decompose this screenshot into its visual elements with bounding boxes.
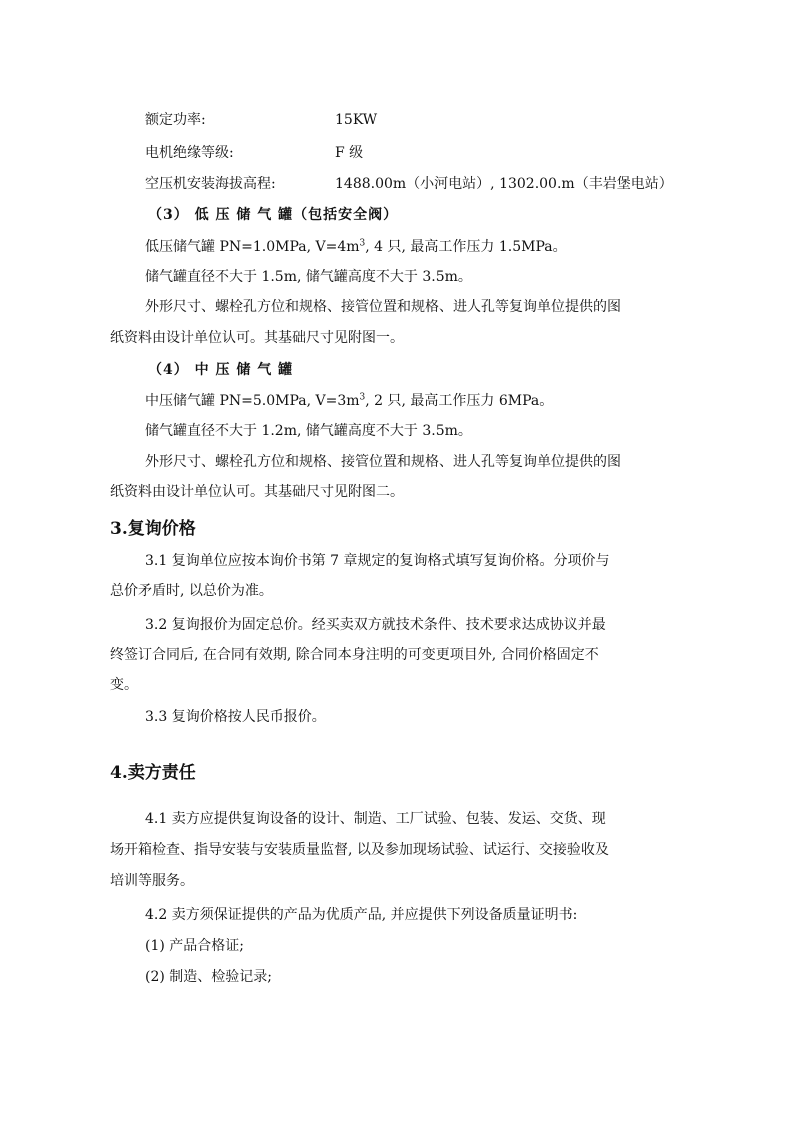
section-3-title: 3.复询价格	[110, 519, 196, 539]
list-item-product-certificate: (1) 产品合格证;	[145, 938, 244, 954]
mid-pressure-line2: 储气罐直径不大于 1.2m, 储气罐高度不大于 3.5m。	[145, 423, 472, 439]
list-item-manufacture-records: (2) 制造、检验记录;	[145, 969, 272, 985]
section-4-1-line-b: 场开箱检查、指导安装与安装质量监督, 以及参加现场试验、试运行、交接验收及	[110, 842, 609, 858]
low-pressure-line1	[145, 237, 567, 257]
spec-value-rated-power: 15KW	[335, 112, 378, 128]
spec-label-rated-power: 额定功率:	[145, 112, 206, 128]
mid-pressure-line1-post: , 2 只, 最高工作压力 6MPa。	[365, 393, 554, 409]
mid-pressure-line4: 纸资料由设计单位认可。其基础尺寸见附图二。	[110, 484, 404, 500]
section-4-1-line-a: 4.1 卖方应提供复询设备的设计、制造、工厂试验、包装、发运、交货、现	[145, 811, 606, 827]
section-4-1-line-c: 培训等服务。	[110, 873, 194, 889]
spec-label-altitude: 空压机安装海拔高程:	[145, 176, 276, 192]
mid-pressure-line3: 外形尺寸、螺栓孔方位和规格、接管位置和规格、进人孔等复询单位提供的图	[145, 454, 621, 470]
section-3-3: 3.3 复询价格按人民币报价。	[145, 709, 326, 725]
section-3-2-line-a: 3.2 复询报价为固定总价。经买卖双方就技术条件、技术要求达成协议并最	[145, 617, 606, 633]
low-pressure-line1-post: , 4 只, 最高工作压力 1.5MPa。	[365, 239, 567, 255]
spec-value-insulation-class: F 级	[335, 145, 364, 161]
spec-label-insulation-class: 电机绝缘等级:	[145, 145, 234, 161]
mid-pressure-line1	[145, 391, 553, 411]
low-pressure-line2: 储气罐直径不大于 1.5m, 储气罐高度不大于 3.5m。	[145, 269, 472, 285]
section-3-2-line-b: 终签订合同后, 在合同有效期, 除合同本身注明的可变更项目外, 合同价格固定不	[110, 647, 599, 663]
low-pressure-line1-sup: 3	[359, 238, 366, 249]
section-4-2: 4.2 卖方须保证提供的产品为优质产品, 并应提供下列设备质量证明书:	[145, 907, 578, 923]
low-pressure-line4: 纸资料由设计单位认可。其基础尺寸见附图一。	[110, 330, 404, 346]
mid-pressure-heading: （4） 中 压 储 气 罐	[148, 362, 294, 378]
section-3-1-line-b: 总价矛盾时, 以总价为准。	[110, 583, 273, 599]
spec-value-altitude: 1488.00m（小河电站）, 1302.00.m（丰岩堡电站）	[335, 176, 673, 192]
low-pressure-line1-pre: 低压储气罐 PN=1.0MPa, V=4m	[145, 239, 360, 255]
mid-pressure-line1-sup: 3	[359, 392, 366, 403]
section-3-2-line-c: 变。	[110, 677, 138, 693]
mid-pressure-line1-pre: 中压储气罐 PN=5.0MPa, V=3m	[145, 393, 360, 409]
low-pressure-heading: （3） 低 压 储 气 罐（包括安全阀）	[148, 207, 399, 223]
section-3-1-line-a: 3.1 复询单位应按本询价书第 7 章规定的复询格式填写复询价格。分项价与	[145, 553, 610, 569]
low-pressure-line3: 外形尺寸、螺栓孔方位和规格、接管位置和规格、进人孔等复询单位提供的图	[145, 299, 621, 315]
section-4-title: 4.卖方责任	[110, 763, 196, 783]
